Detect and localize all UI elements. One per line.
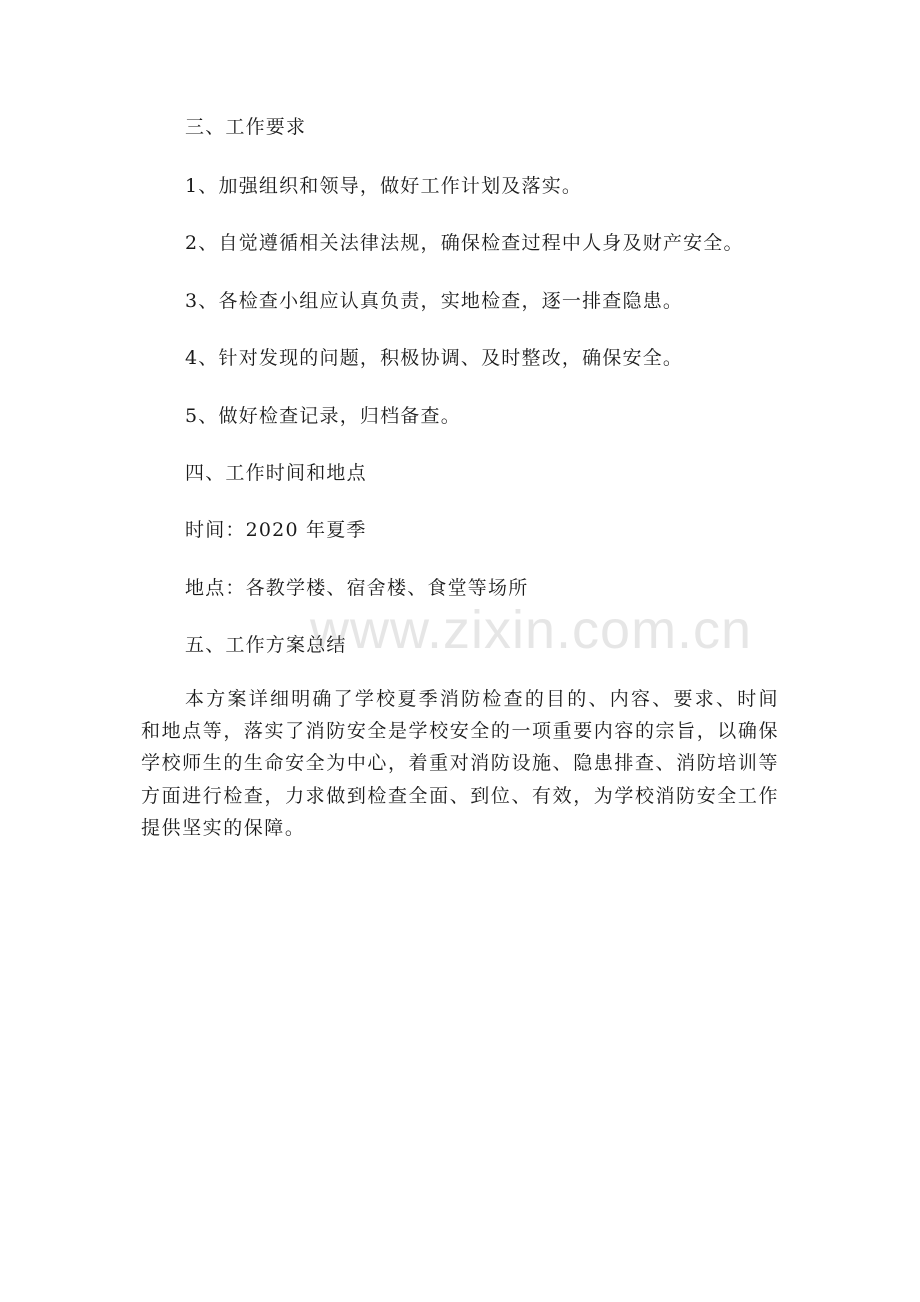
location-line: 地点：各教学楼、宿舍楼、食堂等场所 [185, 577, 529, 599]
section-heading-requirements: 三、工作要求 [185, 116, 307, 138]
requirement-item-5: 5、做好检查记录，归档备查。 [185, 405, 461, 427]
requirement-item-2: 2、自觉遵循相关法律法规，确保检查过程中人身及财产安全。 [185, 232, 744, 254]
summary-paragraph: 本方案详细明确了学校夏季消防检查的目的、内容、要求、时间和地点等，落实了消防安全是学校安全的一项重要内容的宗旨，以确保学校师生的生命安全为中心，着重对消防设施、隐患排查、消防培训等方面进行检查，力求做到检查全面、到位、有效，为学校消防安全工作提供坚实的保障。 [141, 688, 779, 839]
section-heading-summary: 五、工作方案总结 [185, 634, 347, 656]
section-heading-time-location: 四、工作时间和地点 [185, 462, 367, 484]
requirement-item-1: 1、加强组织和领导，做好工作计划及落实。 [185, 175, 583, 197]
requirement-item-3: 3、各检查小组应认真负责，实地检查，逐一排查隐患。 [185, 290, 684, 312]
time-line: 时间：2020 年夏季 [185, 519, 367, 541]
watermark: www.zixin.com.cn [310, 600, 753, 660]
requirement-item-4: 4、针对发现的问题，积极协调、及时整改，确保安全。 [185, 347, 684, 369]
